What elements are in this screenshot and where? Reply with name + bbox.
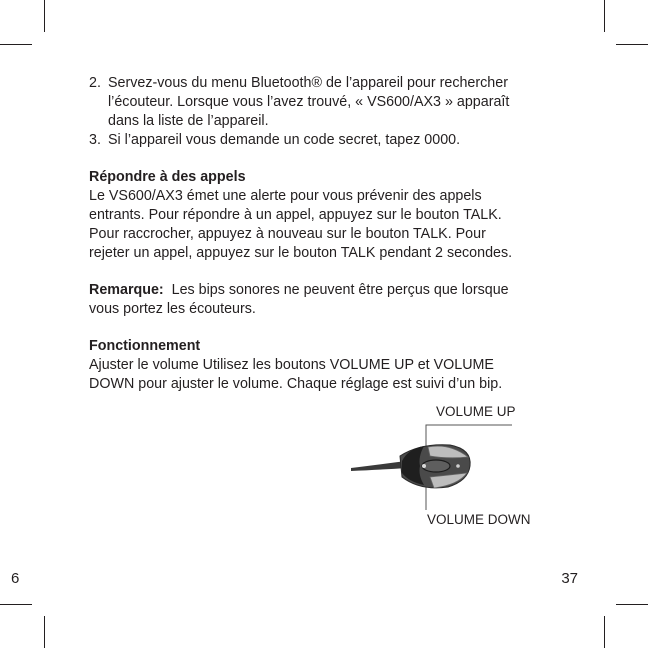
section-heading: Fonctionnement (89, 338, 201, 354)
list-line: l’écouteur. Lorsque vous l’avez trouvé, « VS600/AX3 » apparaît (108, 94, 510, 110)
paragraph-line: DOWN pour ajuster le volume. Chaque réglage est suivi d’un bip. (89, 376, 503, 392)
paragraph-line: Ajuster le volume Utilisez les boutons VOLUME UP et VOLUME (89, 357, 494, 373)
list-line: Servez-vous du menu Bluetooth® de l’appareil pour rechercher (108, 75, 508, 91)
list-number: 3. (89, 132, 101, 148)
talk-button (422, 460, 450, 472)
list-line: dans la liste de l’appareil. (108, 113, 269, 129)
note-text: vous portez les écouteurs. (89, 301, 256, 317)
boom-mic-icon (351, 461, 407, 471)
note-section (89, 281, 569, 319)
answer-section (89, 168, 569, 263)
crop-mark (0, 44, 32, 45)
paragraph-line: Le VS600/AX3 émet une alerte pour vous prévenir des appels (89, 188, 482, 204)
list-line: Si l’appareil vous demande un code secret, tapez 0000. (108, 132, 461, 148)
paragraph-line: rejeter un appel, appuyez sur le bouton TALK pendant 2 secondes. (89, 245, 513, 261)
note-label: Remarque: (89, 282, 164, 298)
volume-down-leader (426, 485, 430, 510)
list-item (89, 131, 569, 150)
page-number: 37 (561, 570, 578, 587)
section-heading: Répondre à des appels (89, 169, 246, 185)
operation-section (89, 337, 569, 394)
paragraph-line: Pour raccrocher, appuyez à nouveau sur le bouton TALK. Pour (89, 226, 486, 242)
paragraph-line: entrants. Pour répondre à un appel, appuyez sur le bouton TALK. (89, 207, 502, 223)
volume-up-label: VOLUME UP (436, 404, 516, 419)
headset-figure (340, 415, 540, 515)
crop-mark (604, 0, 605, 32)
page-content (89, 74, 569, 394)
crop-mark (44, 616, 45, 648)
note-text: Les bips sonores ne peuvent être perçus que lorsque (163, 282, 509, 298)
list-number: 2. (89, 75, 101, 91)
crop-mark (0, 604, 32, 605)
edge-character: 6 (11, 570, 20, 587)
crop-mark (616, 604, 648, 605)
list-item (89, 74, 569, 131)
crop-mark (616, 44, 648, 45)
crop-mark (604, 616, 605, 648)
volume-down-label: VOLUME DOWN (427, 512, 531, 527)
crop-mark (44, 0, 45, 32)
